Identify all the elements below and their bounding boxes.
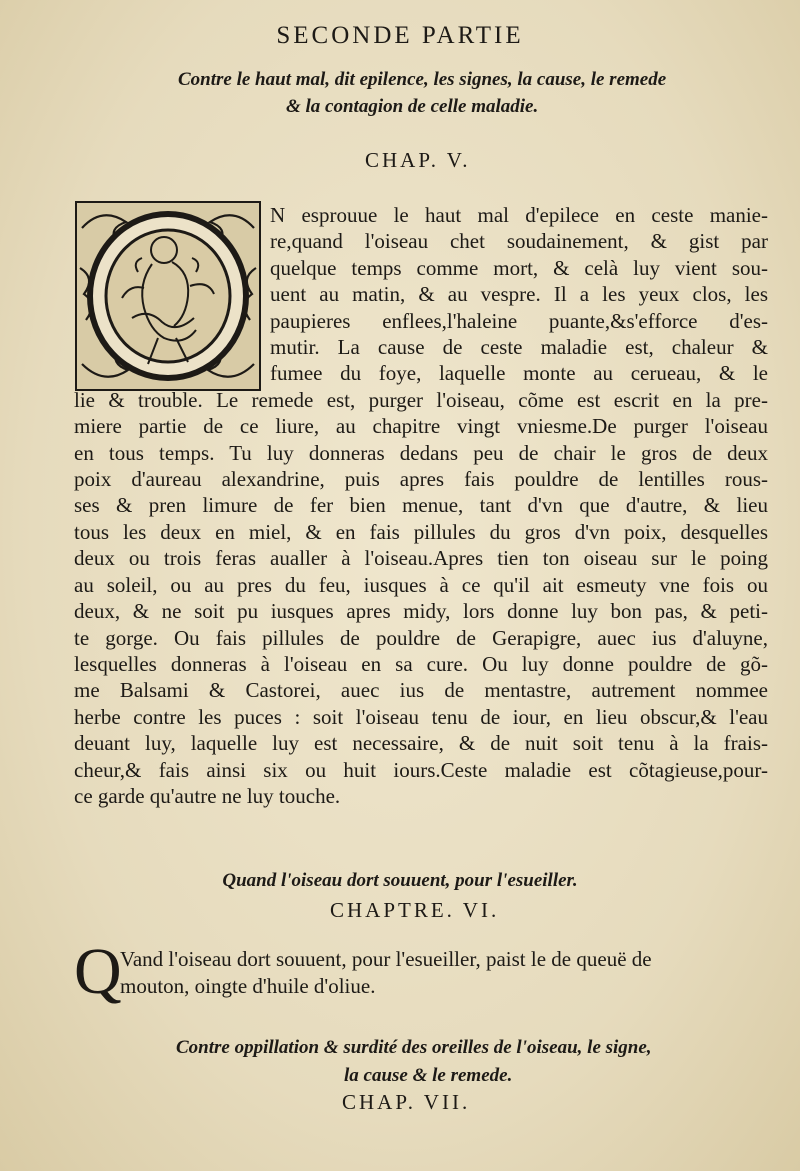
chapter-7-heading-line1: Contre oppillation & surdité des oreilles de l'oiseau, le signe, xyxy=(176,1037,652,1058)
chapter-7-heading xyxy=(176,1034,736,1090)
chapter-7-label: CHAP. VII. xyxy=(342,1090,471,1114)
text-line: ce garde qu'autre ne luy touche. xyxy=(74,783,341,808)
text-line: quelque temps comme mort, & celà luy vient sou- xyxy=(270,255,768,280)
chapter-5-label: CHAP. V. xyxy=(365,148,471,172)
chapter-7-heading-line2: la cause & le remede. xyxy=(344,1065,513,1086)
text-line: paupieres enflees,l'haleine puante,&s'efforce d'es- xyxy=(270,308,768,333)
text-line: lie & trouble. Le remede est, purger l'oiseau, cõme est escrit en la pre- xyxy=(74,387,768,412)
text-line: deux, & ne soit pu iusques apres midy, lors donne luy bon pas, & peti- xyxy=(74,599,768,624)
chapter-5-heading-line2: & la contagion de celle maladie. xyxy=(286,96,539,117)
text-line: tous les deux en miel, & en fais pillules du gros d'vn poix, desquelles xyxy=(74,519,768,544)
text-line: cheur,& fais ainsi six ou huit iours.Ceste maladie est cõtagieuse,pour- xyxy=(74,757,768,782)
text-line: mouton, oingte d'huile d'oliue. xyxy=(120,974,376,998)
chapter-6-body xyxy=(74,935,768,1008)
text-line: fumee du foye, laquelle monte au cerueau, & le xyxy=(270,361,768,386)
text-line: uent au matin, & au vespre. Il a les yeux clos, les xyxy=(270,282,768,307)
text-line: N esprouue le haut mal d'epilece en ceste manie- xyxy=(270,203,768,227)
chapter-5-body xyxy=(74,202,768,809)
text-line: deux ou trois feras aualler à l'oiseau.Apres tien ton oiseau sur le poing xyxy=(74,546,768,571)
text-line: lesquelles donneras à l'oiseau en sa cure. Ou luy donne pouldre de gõ- xyxy=(74,651,768,676)
text-line: poix d'aureau alexandrine, puis apres fais pouldre de lentilles rous- xyxy=(74,467,768,492)
text-line: miere partie de ce liure, au chapitre vingt vniesme.De purger l'oiseau xyxy=(74,414,768,439)
text-line: mutir. La cause de ceste maladie est, chaleur & xyxy=(270,335,768,360)
text-line: au soleil, ou au pres du feu, iusques à ce qu'il ait esmeuty vne fois ou xyxy=(74,572,768,597)
text-line: me Balsami & Castorei, auec ius de mentastre, autrement nommee xyxy=(74,678,768,703)
text-line: re,quand l'oiseau chet soudainement, & gist par xyxy=(270,229,768,254)
chapter-6-label: CHAPTRE. VI. xyxy=(330,898,500,922)
chapter-6-heading: Quand l'oiseau dort souuent, pour l'esueiller. xyxy=(222,870,578,891)
text-line: herbe contre les puces : soit l'oiseau tenu de iour, en lieu obscur,& l'eau xyxy=(74,704,768,729)
text-line: Vand l'oiseau dort souuent, pour l'esueiller, paist le de queuë de xyxy=(120,947,652,971)
text-line: te gorge. Ou fais pillules de pouldre de Gerapigre, auec ius d'aluyne, xyxy=(74,625,768,650)
chapter-5-heading-line1: Contre le haut mal, dit epilence, les signes, la cause, le remede xyxy=(178,69,667,90)
initial-q: Q xyxy=(74,935,122,1008)
text-line: en tous temps. Tu luy donneras dedans peu de chair le gros de deux xyxy=(74,440,768,465)
text-line: ses & pren limure de fer bien menue, tant d'vn que d'autre, & lieu xyxy=(74,493,768,518)
chapter-5-heading xyxy=(178,66,738,120)
text-line: deuant luy, laquelle luy est necessaire, & de nuit soit tenu à la frais- xyxy=(74,731,768,756)
running-head: SECONDE PARTIE xyxy=(276,22,524,49)
